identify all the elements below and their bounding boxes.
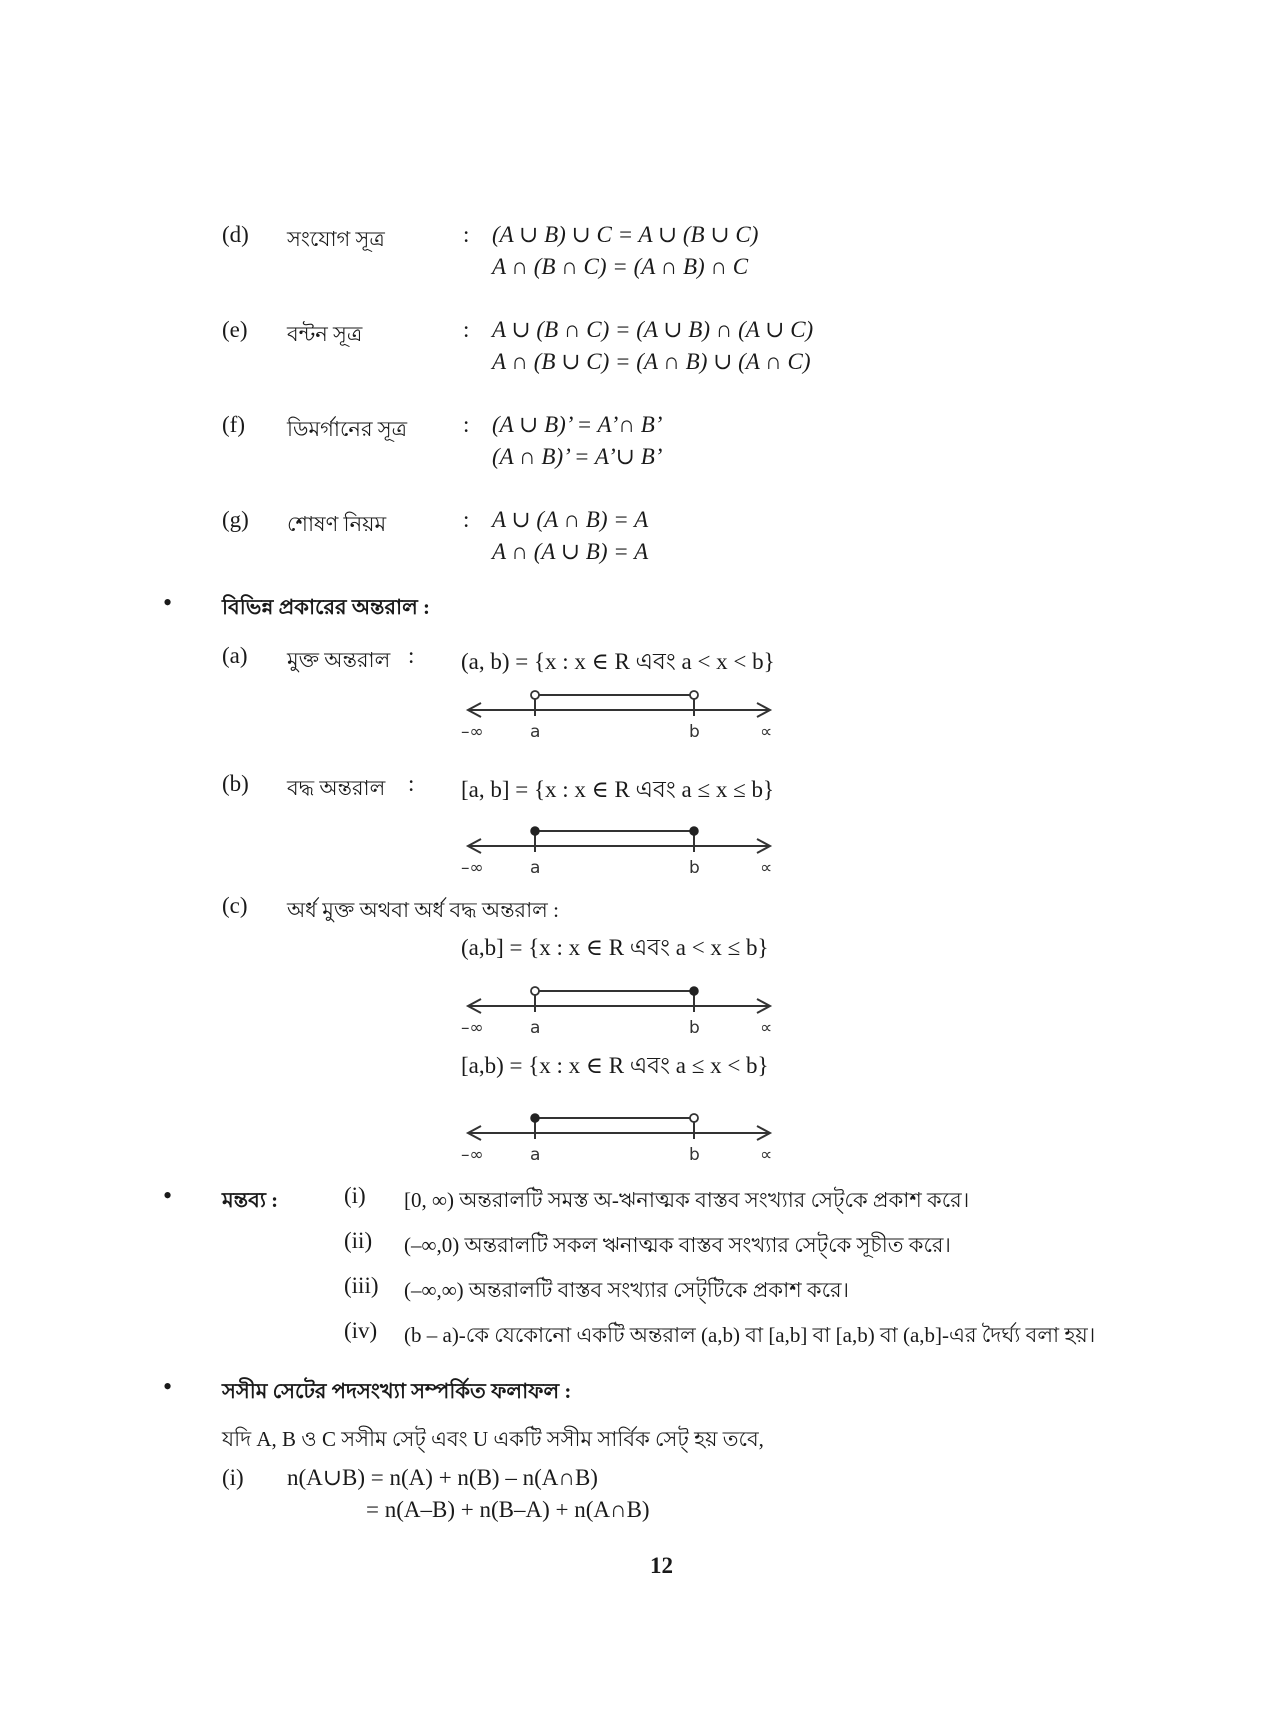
interval-colon: : xyxy=(408,771,415,796)
pos-infinity-label: ∝ xyxy=(760,858,773,878)
interval-label: (a) xyxy=(222,643,248,668)
open-endpoint-b xyxy=(690,691,698,699)
remark-text: (b – a)-কে যেকোনো একটি অন্তরাল (a,b) বা [a,b] বা [a,b) বা (a,b]-এর দৈর্ঘ্য বলা হয়। xyxy=(404,1323,1096,1347)
number-line-right-open xyxy=(455,1108,795,1170)
interval-colon: : xyxy=(408,643,415,668)
law-formula: A ∪ (B ∩ C) = (A ∪ B) ∩ (A ∪ C) xyxy=(492,317,814,342)
law-label: (g) xyxy=(222,507,249,532)
section-heading-remarks: মন্তব্য : xyxy=(222,1188,279,1212)
open-endpoint-b xyxy=(690,1114,698,1122)
bullet: • xyxy=(163,1372,173,1401)
law-formula: A ∩ (B ∩ C) = (A ∩ B) ∩ C xyxy=(492,254,749,279)
pos-infinity-label: ∝ xyxy=(760,722,773,742)
remark-text: (–∞,∞) অন্তরালটি বাস্তব সংখ্যার সেট্‌টিকে প্রকাশ করে। xyxy=(404,1278,850,1302)
law-name: ডিমর্গানের সূত্র xyxy=(287,417,408,441)
law-label: (d) xyxy=(222,222,249,247)
interval-formula: (a,b] = {x : x ∈ R এবং a < x ≤ b} xyxy=(461,935,769,960)
closed-endpoint-a xyxy=(531,1114,539,1122)
remark-number: (iv) xyxy=(344,1318,378,1343)
axis-label-a: a xyxy=(530,1145,541,1165)
number-line-open xyxy=(455,685,795,747)
interval-name: মুক্ত অন্তরাল xyxy=(287,648,391,672)
axis-label-b: b xyxy=(689,1145,700,1165)
axis-label-a: a xyxy=(530,858,541,878)
remark-text: [0, ∞) অন্তরালটি সমস্ত অ-ঋনাত্মক বাস্তব সংখ্যার সেট্‌কে প্রকাশ করে। xyxy=(404,1188,970,1212)
bullet: • xyxy=(163,1181,173,1210)
law-formula: A ∩ (B ∪ C) = (A ∩ B) ∪ (A ∩ C) xyxy=(492,349,811,374)
remark-number: (ii) xyxy=(344,1228,373,1253)
law-formula: (A ∪ B) ∪ C = A ∪ (B ∪ C) xyxy=(492,222,759,247)
law-name: শোষণ নিয়ম xyxy=(287,512,387,536)
open-endpoint-a xyxy=(531,691,539,699)
open-endpoint-a xyxy=(531,987,539,995)
remark-text: (–∞,0) অন্তরালটি সকল ঋনাত্মক বাস্তব সংখ্যার সেট্‌কে সূচীত করে। xyxy=(404,1233,951,1257)
pos-infinity-label: ∝ xyxy=(760,1145,773,1165)
neg-infinity-label: –∞ xyxy=(461,1145,484,1165)
interval-label: (b) xyxy=(222,771,249,796)
law-formula: (A ∩ B)’ = A’∪ B’ xyxy=(492,444,663,469)
finite-result-formula: = n(A–B) + n(B–A) + n(A∩B) xyxy=(366,1497,650,1522)
law-formula: (A ∪ B)’ = A’∩ B’ xyxy=(492,412,663,437)
closed-endpoint-b xyxy=(690,827,698,835)
law-name: সংযোগ সূত্র xyxy=(287,227,385,251)
interval-name: অর্ধ মুক্ত অথবা অর্ধ বদ্ধ অন্তরাল : xyxy=(287,898,559,922)
law-colon: : xyxy=(463,222,470,247)
law-name: বন্টন সূত্র xyxy=(287,322,363,346)
law-colon: : xyxy=(463,317,470,342)
axis-label-a: a xyxy=(530,1018,541,1038)
bullet: • xyxy=(163,588,173,617)
axis-label-b: b xyxy=(689,858,700,878)
law-colon: : xyxy=(463,507,470,532)
axis-label-b: b xyxy=(689,722,700,742)
page-number: 12 xyxy=(650,1553,673,1578)
number-line-left-open xyxy=(455,981,795,1043)
remark-number: (i) xyxy=(344,1183,366,1208)
neg-infinity-label: –∞ xyxy=(461,1018,484,1038)
law-formula: A ∩ (A ∪ B) = A xyxy=(492,539,649,564)
law-label: (e) xyxy=(222,317,248,342)
axis-label-a: a xyxy=(530,722,541,742)
remark-number: (iii) xyxy=(344,1273,379,1298)
interval-formula: [a,b) = {x : x ∈ R এবং a ≤ x < b} xyxy=(461,1053,769,1078)
neg-infinity-label: –∞ xyxy=(461,858,484,878)
section-heading-finite-sets: সসীম সেটের পদসংখ্যা সম্পর্কিত ফলাফল : xyxy=(222,1379,572,1403)
interval-formula: [a, b] = {x : x ∈ R এবং a ≤ x ≤ b} xyxy=(461,777,774,802)
closed-endpoint-b xyxy=(690,987,698,995)
interval-formula: (a, b) = {x : x ∈ R এবং a < x < b} xyxy=(461,649,775,674)
number-line-closed xyxy=(455,821,795,883)
neg-infinity-label: –∞ xyxy=(461,722,484,742)
law-colon: : xyxy=(463,412,470,437)
finite-sets-intro: যদি A, B ও C সসীম সেট্‌ এবং U একটি সসীম সার্বিক সেট্‌ হয় তবে, xyxy=(222,1427,764,1451)
interval-label: (c) xyxy=(222,893,248,918)
finite-result-label: (i) xyxy=(222,1465,244,1490)
finite-result-formula: n(A∪B) = n(A) + n(B) – n(A∩B) xyxy=(287,1465,598,1490)
section-heading-intervals: বিভিন্ন প্রকারের অন্তরাল : xyxy=(222,595,431,619)
law-label: (f) xyxy=(222,412,245,437)
interval-name: বদ্ধ অন্তরাল xyxy=(287,776,386,800)
law-formula: A ∪ (A ∩ B) = A xyxy=(492,507,649,532)
axis-label-b: b xyxy=(689,1018,700,1038)
pos-infinity-label: ∝ xyxy=(760,1018,773,1038)
closed-endpoint-a xyxy=(531,827,539,835)
